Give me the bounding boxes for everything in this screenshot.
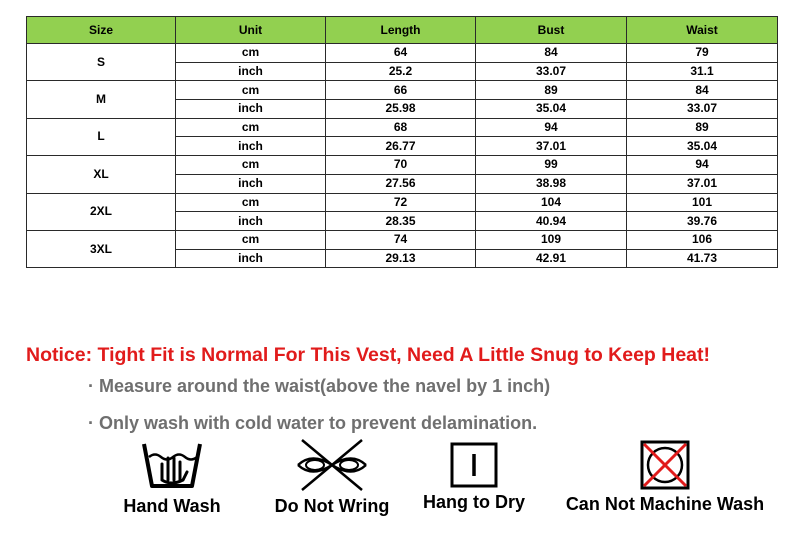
length-cell: 26.77 bbox=[326, 137, 476, 156]
bust-cell: 84 bbox=[476, 44, 627, 63]
waist-cell: 84 bbox=[627, 81, 778, 100]
header-waist: Waist bbox=[627, 17, 778, 44]
bust-cell: 42.91 bbox=[476, 249, 627, 268]
header-unit: Unit bbox=[176, 17, 326, 44]
table-row bbox=[27, 118, 778, 137]
table-row bbox=[27, 81, 778, 100]
size-chart-table bbox=[26, 16, 778, 268]
bust-cell: 99 bbox=[476, 156, 627, 175]
care-no-machine-wash bbox=[552, 440, 778, 515]
bust-cell: 37.01 bbox=[476, 137, 627, 156]
waist-cell: 31.1 bbox=[627, 62, 778, 81]
unit-cell: cm bbox=[176, 81, 326, 100]
bust-cell: 89 bbox=[476, 81, 627, 100]
measure-instruction: · Measure around the waist(above the navel by 1 inch) bbox=[88, 376, 551, 396]
header-length: Length bbox=[326, 17, 476, 44]
size-cell: S bbox=[27, 44, 176, 81]
table-header-row bbox=[27, 17, 778, 44]
table-row bbox=[27, 44, 778, 63]
hand-wash-label: Hand Wash bbox=[123, 496, 221, 516]
length-cell: 72 bbox=[326, 193, 476, 212]
size-cell: M bbox=[27, 81, 176, 118]
unit-cell: cm bbox=[176, 193, 326, 212]
waist-cell: 41.73 bbox=[627, 249, 778, 268]
no-machine-wash-icon bbox=[640, 440, 690, 490]
notice-text: Notice: Tight Fit is Normal For This Vest, Need A Little Snug to Keep Heat! bbox=[26, 344, 711, 366]
waist-cell: 79 bbox=[627, 44, 778, 63]
size-cell: 2XL bbox=[27, 193, 176, 230]
length-cell: 64 bbox=[326, 44, 476, 63]
header-size: Size bbox=[27, 17, 176, 44]
length-cell: 66 bbox=[326, 81, 476, 100]
length-cell: 29.13 bbox=[326, 249, 476, 268]
bust-cell: 94 bbox=[476, 118, 627, 137]
length-cell: 74 bbox=[326, 230, 476, 249]
wash-instruction: · Only wash with cold water to prevent delamination. bbox=[88, 413, 538, 433]
unit-cell: inch bbox=[176, 137, 326, 156]
unit-cell: inch bbox=[176, 249, 326, 268]
unit-cell: inch bbox=[176, 174, 326, 193]
length-cell: 68 bbox=[326, 118, 476, 137]
size-cell: L bbox=[27, 118, 176, 155]
hang-to-dry-label: Hang to Dry bbox=[422, 492, 525, 512]
table-row bbox=[27, 230, 778, 249]
size-cell: 3XL bbox=[27, 230, 176, 267]
unit-cell: inch bbox=[176, 212, 326, 231]
length-cell: 25.2 bbox=[326, 62, 476, 81]
waist-cell: 39.76 bbox=[627, 212, 778, 231]
waist-cell: 101 bbox=[627, 193, 778, 212]
bust-cell: 33.07 bbox=[476, 62, 627, 81]
care-hand-wash bbox=[112, 440, 232, 517]
unit-cell: cm bbox=[176, 44, 326, 63]
unit-cell: inch bbox=[176, 100, 326, 119]
waist-cell: 106 bbox=[627, 230, 778, 249]
hand-wash-icon bbox=[141, 440, 203, 492]
unit-cell: cm bbox=[176, 156, 326, 175]
bust-cell: 40.94 bbox=[476, 212, 627, 231]
unit-cell: inch bbox=[176, 62, 326, 81]
bust-cell: 109 bbox=[476, 230, 627, 249]
do-not-wring-label: Do Not Wring bbox=[274, 496, 390, 516]
bust-cell: 38.98 bbox=[476, 174, 627, 193]
bust-cell: 35.04 bbox=[476, 100, 627, 119]
do-not-wring-icon bbox=[292, 438, 372, 492]
size-cell: XL bbox=[27, 156, 176, 193]
table-row bbox=[27, 156, 778, 175]
no-machine-wash-label: Can Not Machine Wash bbox=[565, 494, 765, 514]
care-hang-to-dry bbox=[412, 442, 536, 513]
hang-to-dry-icon bbox=[450, 442, 498, 488]
length-cell: 28.35 bbox=[326, 212, 476, 231]
waist-cell: 94 bbox=[627, 156, 778, 175]
header-bust: Bust bbox=[476, 17, 627, 44]
waist-cell: 35.04 bbox=[627, 137, 778, 156]
care-do-not-wring bbox=[262, 438, 402, 517]
table-row bbox=[27, 193, 778, 212]
waist-cell: 33.07 bbox=[627, 100, 778, 119]
length-cell: 27.56 bbox=[326, 174, 476, 193]
bust-cell: 104 bbox=[476, 193, 627, 212]
table-body bbox=[27, 44, 778, 268]
waist-cell: 37.01 bbox=[627, 174, 778, 193]
length-cell: 70 bbox=[326, 156, 476, 175]
unit-cell: cm bbox=[176, 118, 326, 137]
waist-cell: 89 bbox=[627, 118, 778, 137]
length-cell: 25.98 bbox=[326, 100, 476, 119]
unit-cell: cm bbox=[176, 230, 326, 249]
